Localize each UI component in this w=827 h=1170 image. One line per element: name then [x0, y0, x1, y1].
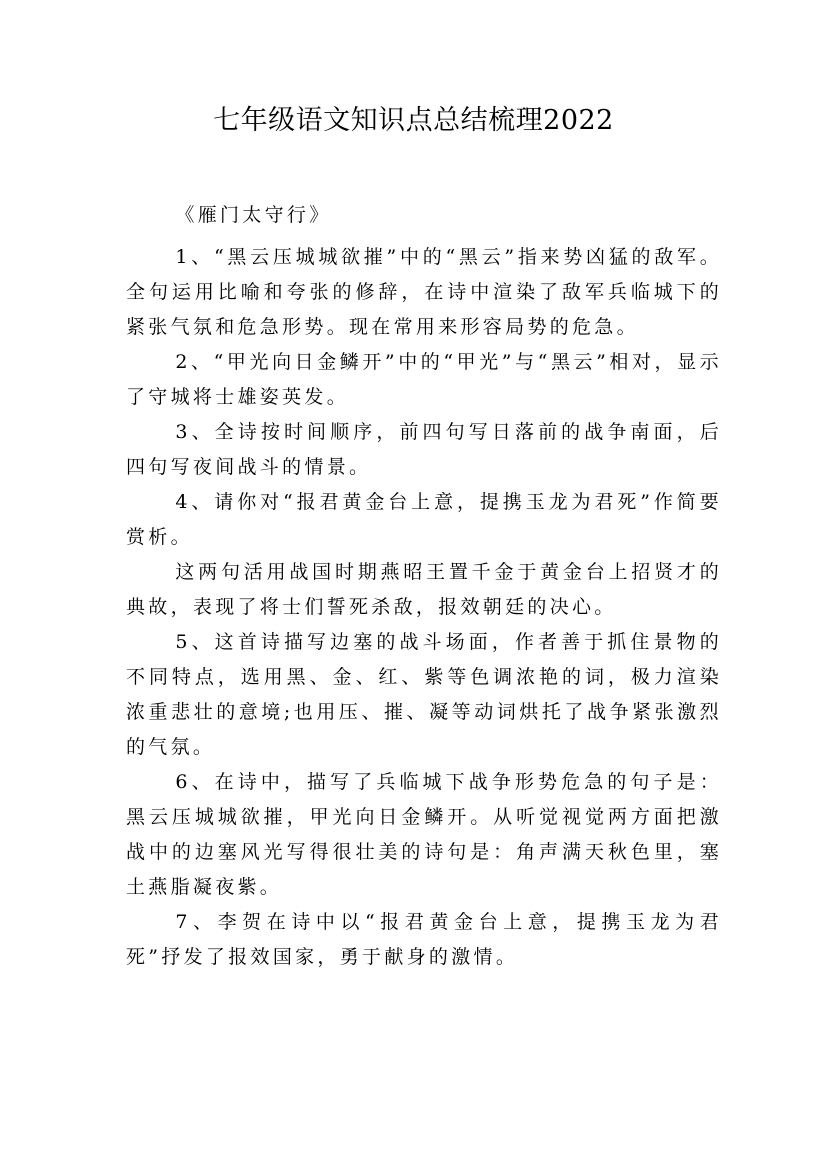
paragraph-item-7: 7、李贺在诗中以“报君黄金台上意，提携玉龙为君死”抒发了报效国家，勇于献身的激情。 — [126, 911, 722, 968]
paragraph-answer-4: 这两句活用战国时期燕昭王置千金于黄金台上招贤才的典故，表现了将士们誓死杀敌，报效朝廷的决心。 — [126, 561, 722, 618]
paragraph-item-6: 6、在诗中，描写了兵临城下战争形势危急的句子是：黑云压城城欲摧，甲光向日金鳞开。从听觉视觉两方面把激战中的边塞风光写得很壮美的诗句是：角声满天秋色里，塞土燕脂凝夜紫。 — [126, 771, 722, 898]
section-heading: 《雁门太守行》 — [175, 204, 332, 226]
document-body — [126, 198, 722, 975]
paragraph-item-2: 2、“甲光向日金鳞开”中的“甲光”与“黑云”相对，显示了守城将士雄姿英发。 — [126, 351, 722, 408]
document-title: 七年级语文知识点总结梳理2022 — [213, 105, 614, 136]
paragraph-item-1: 1、“黑云压城城欲摧”中的“黑云”指来势凶猛的敌军。全句运用比喻和夸张的修辞，在诗中渲染了敌军兵临城下的紧张气氛和危急形势。现在常用来形容局势的危急。 — [126, 246, 722, 338]
paragraph-item-3: 3、全诗按时间顺序，前四句写日落前的战争南面，后四句写夜间战斗的情景。 — [126, 421, 722, 478]
paragraph-item-4: 4、请你对“报君黄金台上意，提携玉龙为君死”作简要赏析。 — [126, 491, 722, 548]
paragraph-item-5: 5、这首诗描写边塞的战斗场面，作者善于抓住景物的不同特点，选用黑、金、红、紫等色调浓艳的词，极力渲染浓重悲壮的意境;也用压、摧、凝等动词烘托了战争紧张激烈的气氛。 — [126, 631, 722, 758]
